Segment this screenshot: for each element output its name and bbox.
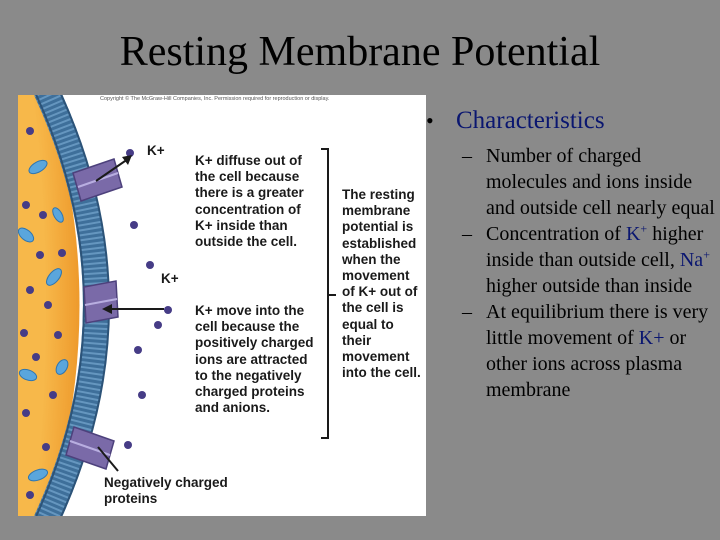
channel-middle	[84, 281, 118, 323]
copyright-notice: Copyright © The McGraw-Hill Companies, Inc. Permission required for reproduction or display.	[100, 96, 330, 102]
sub-bullet-list	[424, 143, 720, 403]
caption-line: of K+ out of	[342, 284, 418, 300]
bullet-list	[424, 106, 720, 403]
move-into-caption	[195, 303, 314, 416]
caption-line: concentration of	[195, 201, 301, 217]
potassium-charge: +	[640, 221, 648, 236]
bullet-main-text: Characteristics	[456, 107, 605, 134]
caption-line: equal to	[342, 316, 394, 332]
sub-bullet-text-pre: Concentration of	[486, 223, 626, 245]
caption-line: movement	[342, 268, 410, 284]
caption-line: the cell is	[342, 300, 404, 316]
sub-bullet-text-post: higher outside than inside	[486, 275, 693, 297]
caption-line: established	[342, 235, 417, 251]
caption-line: their	[342, 332, 372, 348]
membrane-figure	[18, 95, 426, 516]
caption-line: proteins	[104, 491, 158, 507]
caption-line: to the negatively	[195, 367, 302, 383]
sub-bullet-text-post: or other ions across plasma membrane	[486, 327, 687, 401]
potassium-symbol: K	[625, 223, 641, 245]
diffuse-out-caption	[195, 153, 304, 250]
sub-bullet-text-pre: At equilibrium there is very little movement of	[486, 301, 709, 349]
caption-line: K+ diffuse out of	[195, 153, 302, 168]
sodium-charge: +	[703, 247, 710, 262]
k-label-middle: K+	[161, 271, 179, 286]
caption-line: K+ inside than	[195, 217, 288, 233]
caption-line: ions are attracted	[195, 351, 308, 367]
dash-icon: –	[462, 223, 472, 245]
dash-icon: –	[462, 301, 472, 323]
sodium-symbol: Na	[679, 249, 704, 271]
caption-line: K+ move into the	[195, 303, 305, 318]
caption-line: and anions.	[195, 400, 271, 416]
proteins-caption	[104, 475, 228, 507]
sub-bullet-charge	[424, 143, 720, 221]
caption-line: membrane	[342, 203, 411, 219]
caption-line: outside the cell.	[195, 234, 298, 250]
bullet-characteristics	[424, 106, 720, 136]
caption-line: when the	[342, 251, 401, 267]
sub-bullet-concentration	[424, 221, 720, 299]
sub-bullet-text: Number of charged molecules and ions inside and outside cell nearly equal	[486, 145, 715, 219]
sub-bullet-equilibrium	[424, 299, 720, 403]
caption-line: movement	[342, 349, 410, 365]
sub-bullet-text-mid: higher inside than outside cell,	[486, 223, 704, 271]
caption-line: Negatively charged	[104, 475, 228, 490]
caption-line: The resting	[342, 187, 415, 202]
caption-line: potential is	[342, 219, 414, 235]
slide-title: Resting Membrane Potential	[119, 29, 601, 75]
caption-line: cell because the	[195, 319, 300, 335]
caption-line: there is a greater	[195, 185, 304, 201]
k-label-top: K+	[147, 143, 165, 158]
caption-line: charged proteins	[195, 384, 305, 400]
potassium-ion: K+	[638, 327, 665, 349]
caption-line: positively charged	[195, 335, 314, 351]
dash-icon: –	[462, 145, 472, 167]
caption-line: into the cell.	[342, 365, 421, 381]
resting-potential-caption	[342, 187, 421, 381]
bullet-dot-icon: •	[426, 108, 434, 133]
caption-line: the cell because	[195, 169, 300, 185]
